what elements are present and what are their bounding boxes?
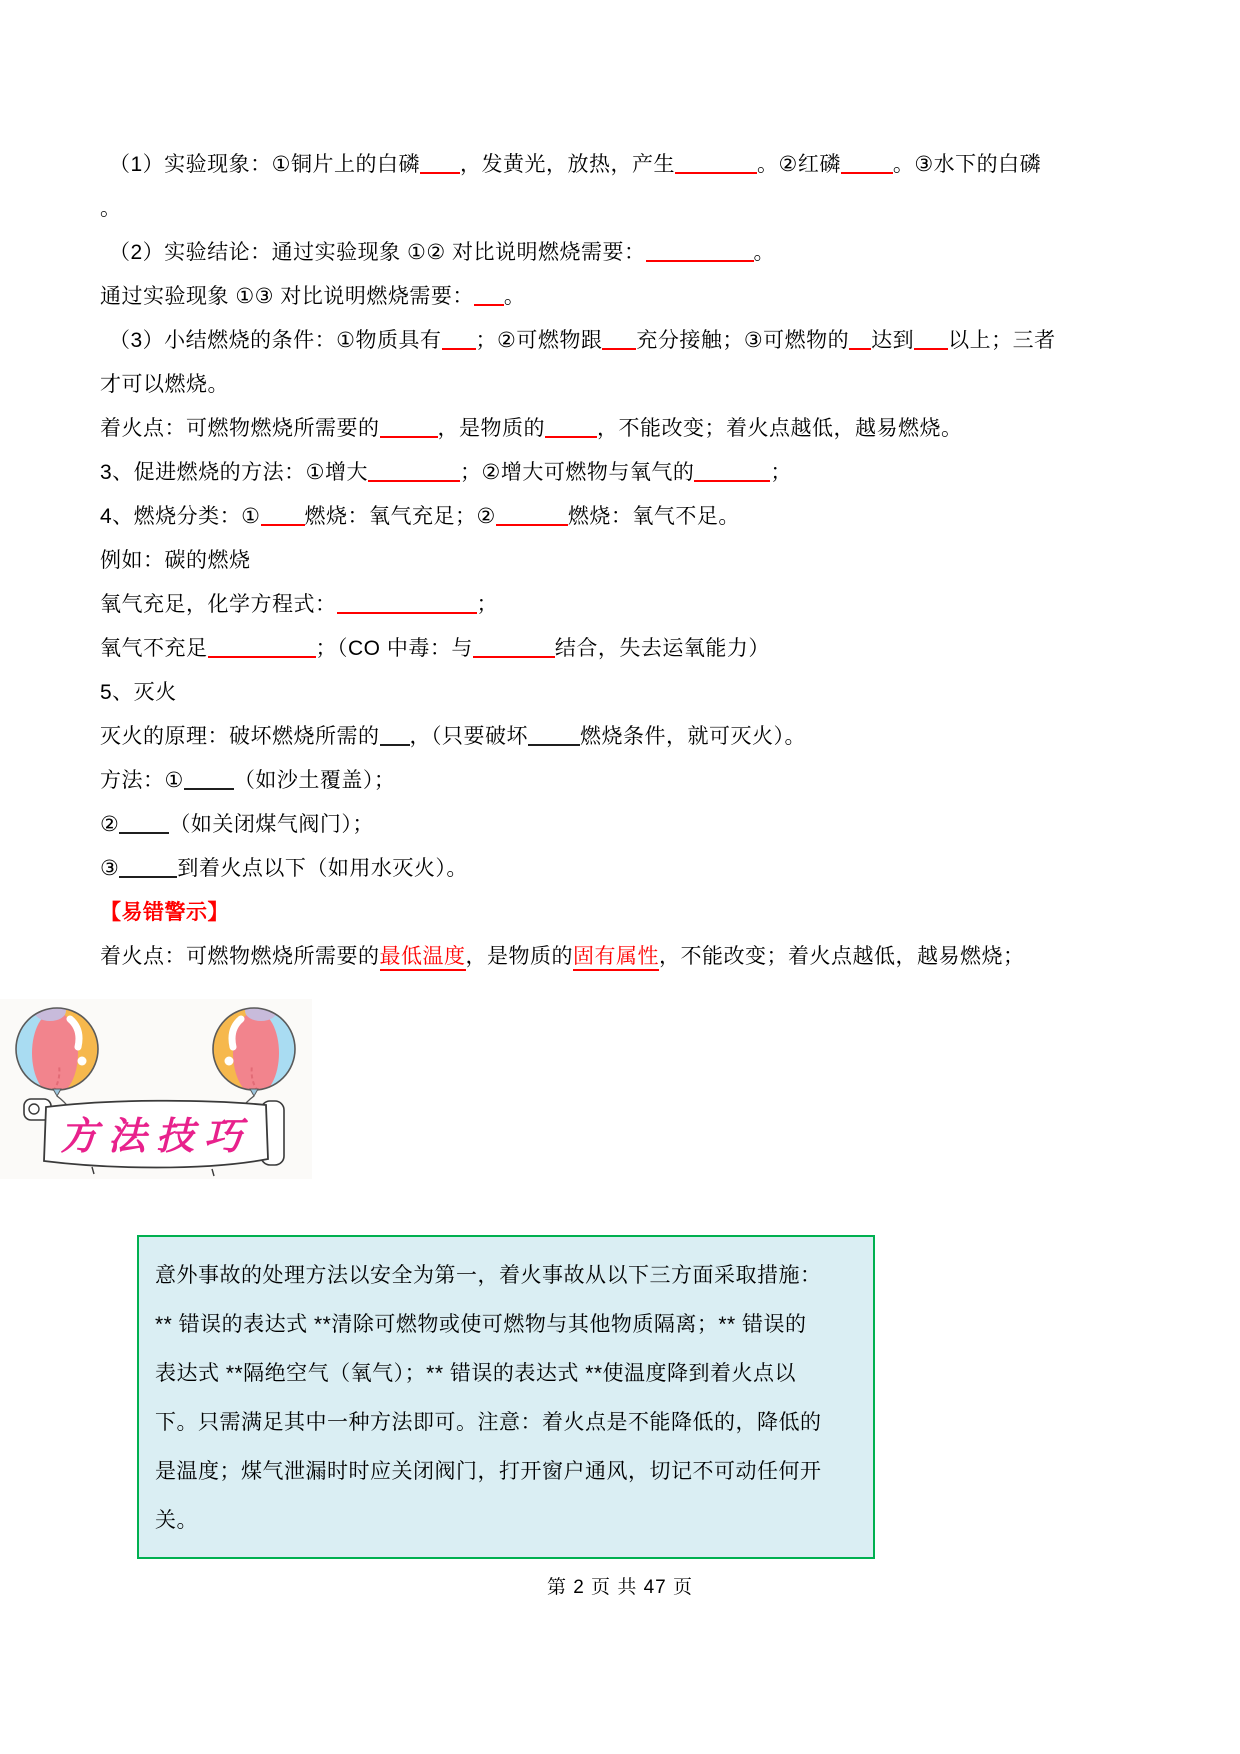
text-run: 通过实验现象 ①③ 对比说明燃烧需要： <box>100 285 474 308</box>
text-run: 燃烧：氧气不足。 <box>567 505 740 528</box>
tip-line: 意外事故的处理方法以安全为第一，着火事故从以下三方面采取措施： <box>155 1264 822 1287</box>
tip-line: 关。 <box>155 1509 198 1532</box>
blank-underline-red <box>602 345 636 350</box>
text-run: 着火点：可燃物燃烧所需要的 <box>100 417 380 440</box>
blank-underline-red <box>646 257 754 262</box>
text-run: ，不能改变；着火点越低，越易燃烧； <box>659 945 1025 968</box>
blank-underline-red <box>337 609 477 614</box>
content-line <box>100 847 1152 891</box>
highlighted-term: 固有属性 <box>573 945 659 971</box>
text-run: 灭火的原理：破坏燃烧所需的 <box>100 725 380 748</box>
blank-underline-red <box>694 477 770 482</box>
text-run: ，不能改变；着火点越低，越易燃烧。 <box>597 417 963 440</box>
warning-label: 【易错警示】 <box>100 901 229 924</box>
safety-tips-box <box>137 1235 875 1559</box>
text-run: 。 <box>503 285 526 308</box>
text-run: ；②增大可燃物与氧气的 <box>460 461 695 484</box>
text-run: （如关闭煤气阀门）； <box>169 813 374 836</box>
blank-underline-red <box>545 433 597 438</box>
blank-underline-red <box>261 521 305 526</box>
text-run: ； <box>770 461 792 484</box>
text-run: 才可以燃烧。 <box>100 373 229 396</box>
content-line <box>100 803 1152 847</box>
blank-underline-red <box>208 653 316 658</box>
right-balloon-icon <box>203 1001 295 1096</box>
content-line <box>100 935 1152 979</box>
method-tips-illustration <box>0 999 312 1179</box>
blank-underline-red <box>914 345 948 350</box>
content-line <box>100 715 1152 759</box>
text-run: 。③水下的白磷 <box>892 153 1042 176</box>
text-run: ；（CO 中毒：与 <box>315 637 473 660</box>
blank-underline-black <box>119 873 177 878</box>
content-line <box>100 759 1152 803</box>
text-run: 结合，失去运氧能力） <box>554 637 770 660</box>
text-run: 例如：碳的燃烧 <box>100 549 251 572</box>
blank-underline-red <box>473 653 555 658</box>
tip-line: 是温度；煤气泄漏时时应关闭阀门，打开窗户通风，切记不可动任何开 <box>155 1460 822 1483</box>
text-run: （如沙土覆盖）； <box>233 769 396 792</box>
page-number-text: 第 2 页 共 47 页 <box>546 1577 694 1598</box>
text-run: 着火点：可燃物燃烧所需要的 <box>100 945 380 968</box>
highlighted-term: 最低温度 <box>380 945 466 971</box>
balloon-banner-graphic <box>0 999 312 1179</box>
text-run: ③ <box>100 857 120 880</box>
text-run: 3、促进燃烧的方法：①增大 <box>100 461 369 484</box>
content-line <box>100 891 1152 935</box>
text-run: ，是物质的 <box>465 945 573 968</box>
content-line <box>100 451 1152 495</box>
text-run: 方法：① <box>100 769 184 792</box>
text-run: 。 <box>100 197 122 220</box>
blank-underline-red <box>420 169 460 174</box>
left-balloon-icon <box>16 1001 108 1096</box>
blank-underline-black <box>528 741 580 746</box>
text-run: ② <box>100 813 120 836</box>
text-run: ，发黄光，放热，产生 <box>460 153 676 176</box>
text-run: ，是物质的 <box>437 417 545 440</box>
text-run: （3）小结燃烧的条件：①物质具有 <box>109 329 442 352</box>
text-run: （2）实验结论：通过实验现象 ①② 对比说明燃烧需要： <box>109 241 646 264</box>
tip-line: 表达式 **隔绝空气（氧气）；** 错误的表达式 **使温度降到着火点以 <box>155 1362 797 1385</box>
text-run: ，（只要破坏 <box>409 725 528 748</box>
text-run: 到着火点以下（如用水灭火）。 <box>177 857 468 880</box>
content-line <box>100 539 1152 583</box>
page-footer <box>0 1572 1240 1599</box>
content-line <box>100 583 1152 627</box>
text-run: 充分接触；③可燃物的 <box>636 329 850 352</box>
banner-text: 方法技巧 <box>59 1116 253 1158</box>
content-line <box>100 407 1152 451</box>
content-line <box>100 319 1152 363</box>
tip-line: ** 错误的表达式 **清除可燃物或使可燃物与其他物质隔离；** 错误的 <box>155 1313 807 1336</box>
blank-underline-black <box>380 741 410 746</box>
text-run: 燃烧：氧气充足；② <box>304 505 496 528</box>
content-line <box>100 627 1152 671</box>
text-run: ； <box>476 593 498 616</box>
text-run: 4、燃烧分类：① <box>100 505 261 528</box>
text-run: 氧气不充足 <box>100 637 208 660</box>
blank-underline-red <box>474 301 504 306</box>
text-run: （1）实验现象：①铜片上的白磷 <box>109 153 421 176</box>
content-line <box>100 363 1152 407</box>
text-run: 5、灭火 <box>100 681 177 704</box>
content-line <box>100 187 1152 231</box>
blank-underline-red <box>841 169 893 174</box>
text-run: 达到 <box>871 329 915 352</box>
content-line <box>100 275 1152 319</box>
text-run: ；②可燃物跟 <box>475 329 603 352</box>
tip-line: 下。只需满足其中一种方法即可。注意：着火点是不能降低的，降低的 <box>155 1411 822 1434</box>
blank-underline-red <box>442 345 476 350</box>
blank-underline-red <box>380 433 438 438</box>
text-run: 以上；三者 <box>948 329 1056 352</box>
text-run: 。 <box>753 241 775 264</box>
blank-underline-black <box>119 829 169 834</box>
content-line <box>100 143 1152 187</box>
content-line <box>100 671 1152 715</box>
blank-underline-red <box>675 169 757 174</box>
text-run: 。②红磷 <box>757 153 841 176</box>
blank-underline-red <box>368 477 460 482</box>
text-run: 燃烧条件，就可灭火）。 <box>580 725 806 748</box>
content-line <box>100 231 1152 275</box>
text-run: 氧气充足，化学方程式： <box>100 593 337 616</box>
blank-underline-red <box>496 521 568 526</box>
content-line <box>100 495 1152 539</box>
method-banner <box>24 1099 284 1176</box>
blank-underline-red <box>849 345 871 350</box>
blank-underline-black <box>184 785 234 790</box>
